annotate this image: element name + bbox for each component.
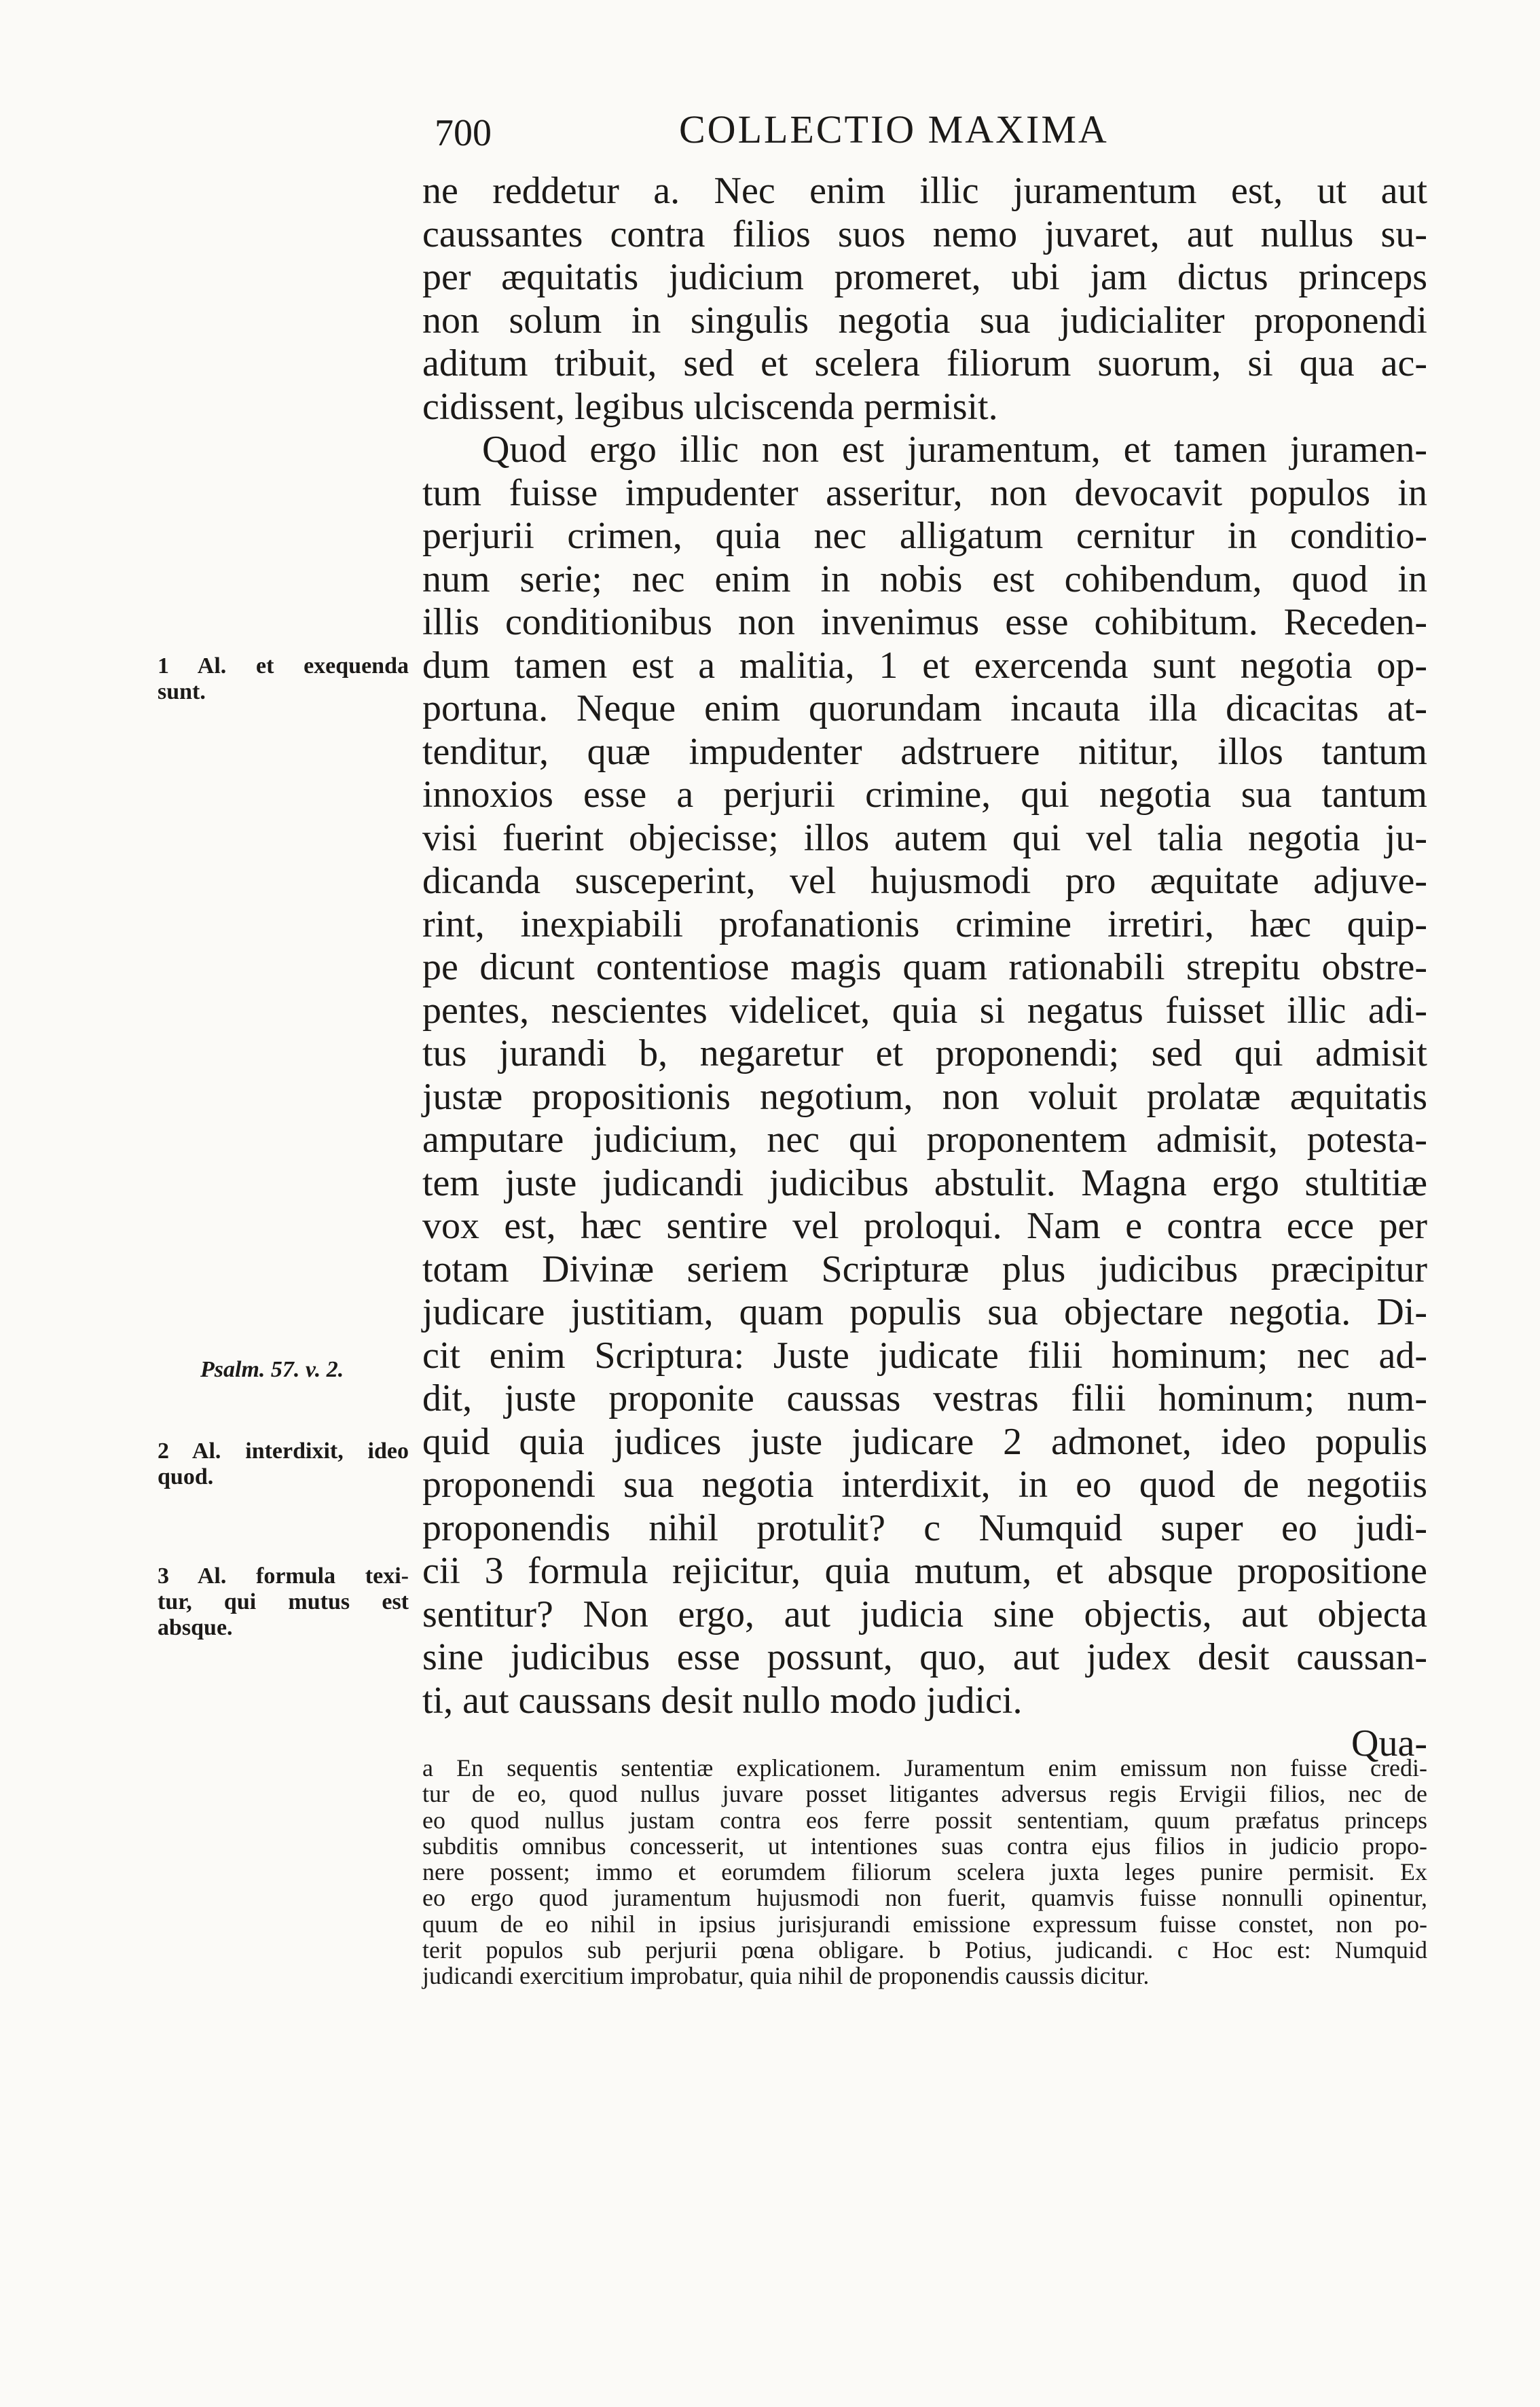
text-line: innoxios esse a perjurii crimine, qui negotia sua tantum <box>422 774 1427 816</box>
footnote-line: eo ergo quod juramentum hujusmodi non fuerit, quamvis fuisse nonnulli opinentur, <box>422 1884 1427 1912</box>
running-title: COLLECTIO MAXIMA <box>679 107 1109 151</box>
footnote-line: judicandi exercitium improbatur, quia nihil de proponendis caussis dicitur. <box>422 1962 1150 1990</box>
footnotes <box>422 1755 1427 1989</box>
footnote-line: quum de eo nihil in ipsius jurisjurandi emissione expressum fuisse constet, non po- <box>422 1910 1427 1938</box>
text-line: dit, juste proponite caussas vestras filii hominum; num- <box>422 1377 1427 1419</box>
text-line: dum tamen est a malitia, 1 et exercenda sunt negotia op- <box>422 644 1427 687</box>
text-line: judicare justitiam, quam populis sua objectare negotia. Di- <box>422 1291 1427 1333</box>
text-line: per æquitatis judicium promeret, ubi jam dictus princeps <box>422 256 1427 298</box>
margin-note-line: sunt. <box>158 679 206 704</box>
margin-note-2 <box>158 1438 409 1490</box>
text-line: Quod ergo illic non est juramentum, et tamen juramen- <box>482 429 1427 471</box>
footnote-line: nere possent; immo et eorumdem filiorum scelera juxta leges punire permisit. Ex <box>422 1858 1427 1886</box>
text-line: vox est, hæc sentire vel proloqui. Nam e contra ecce per <box>422 1205 1427 1247</box>
text-line: rint, inexpiabili profanationis crimine irretiri, hæc quip- <box>422 903 1427 945</box>
text-line: portuna. Neque enim quorundam incauta illa dicacitas at- <box>422 687 1427 729</box>
main-text <box>422 170 1427 1766</box>
footnote-line: terit populos sub perjurii pœna obligare. b Potius, judicandi. c Hoc est: Numquid <box>422 1936 1427 1964</box>
text-line: dicanda susceperint, vel hujusmodi pro æquitate adjuve- <box>422 860 1427 902</box>
footnote-line: a En sequentis sententiæ explicationem. Juramentum enim emissum non fuisse credi- <box>422 1754 1427 1781</box>
text-line: tum fuisse impudenter asseritur, non devocavit populos in <box>422 471 1427 514</box>
footnote-line: tur de eo, quod nullus juvare posset litigantes adversus regis Ervigii filios, nec de <box>422 1780 1427 1808</box>
text-line: tus jurandi b, negaretur et proponendi; sed qui admisit <box>422 1032 1427 1074</box>
text-line: sine judicibus esse possunt, quo, aut judex desit caussan- <box>422 1636 1427 1678</box>
margin-note-3 <box>158 1563 409 1641</box>
text-line: amputare judicium, nec qui proponentem admisit, potesta- <box>422 1119 1427 1161</box>
text-line: ne reddetur a. Nec enim illic juramentum est, ut aut <box>422 170 1427 212</box>
footnote-line: subditis omnibus concesserit, ut intentiones suas contra ejus filios in judicio propo- <box>422 1832 1427 1860</box>
margin-note-line: 3 Al. formula texi- <box>158 1563 409 1589</box>
text-line: caussantes contra filios suos nemo juvaret, aut nullus su- <box>422 213 1427 255</box>
text-line: justæ propositionis negotium, non voluit prolatæ æquitatis <box>422 1075 1427 1118</box>
catchword: Qua- <box>1351 1722 1427 1764</box>
margin-scripture-reference: Psalm. 57. v. 2. <box>200 1357 344 1382</box>
text-line: visi fuerint objecisse; illos autem qui vel talia negotia ju- <box>422 816 1427 859</box>
page-number: 700 <box>435 112 492 154</box>
margin-note-line: quod. <box>158 1464 214 1489</box>
text-line: aditum tribuit, sed et scelera filiorum suorum, si qua ac- <box>422 342 1427 384</box>
text-line: totam Divinæ seriem Scripturæ plus judicibus præcipitur <box>422 1248 1427 1290</box>
text-line: perjurii crimen, quia nec alligatum cernitur in conditio- <box>422 515 1427 557</box>
margin-note-line: 2 Al. interdixit, ideo <box>158 1438 409 1464</box>
margin-note-line: tur, qui mutus est <box>158 1589 409 1614</box>
text-line: cidissent, legibus ulciscenda permisit. <box>422 385 998 428</box>
text-line: cii 3 formula rejicitur, quia mutum, et absque propositione <box>422 1550 1427 1592</box>
text-line: ti, aut caussans desit nullo modo judici. <box>422 1679 1023 1722</box>
margin-note-line: 1 Al. et exequenda <box>158 653 409 678</box>
text-line: pentes, nescientes videlicet, quia si negatus fuisset illic adi- <box>422 989 1427 1032</box>
margin-note-line: absque. <box>158 1615 233 1640</box>
text-line: pe dicunt contentiose magis quam rationabili strepitu obstre- <box>422 946 1427 988</box>
text-line: tem juste judicandi judicibus abstulit. Magna ergo stultitiæ <box>422 1161 1427 1204</box>
text-line: proponendi sua negotia interdixit, in eo quod de negotiis <box>422 1464 1427 1506</box>
text-line: quid quia judices juste judicare 2 admonet, ideo populis <box>422 1420 1427 1463</box>
text-line: num serie; nec enim in nobis est cohibendum, quod in <box>422 558 1427 600</box>
text-line: cit enim Scriptura: Juste judicate filii hominum; nec ad- <box>422 1334 1427 1377</box>
text-line: sentitur? Non ergo, aut judicia sine objectis, aut objecta <box>422 1593 1427 1635</box>
text-line: proponendis nihil protulit? c Numquid super eo judi- <box>422 1506 1427 1549</box>
text-line: illis conditionibus non invenimus esse cohibitum. Receden- <box>422 601 1427 643</box>
text-line: tenditur, quæ impudenter adstruere nititur, illos tantum <box>422 730 1427 773</box>
margin-note-1 <box>158 653 409 705</box>
footnote-line: eo quod nullus justam contra eos ferre possit sententiam, quum præfatus princeps <box>422 1806 1427 1834</box>
text-line: non solum in singulis negotia sua judicialiter proponendi <box>422 299 1427 342</box>
